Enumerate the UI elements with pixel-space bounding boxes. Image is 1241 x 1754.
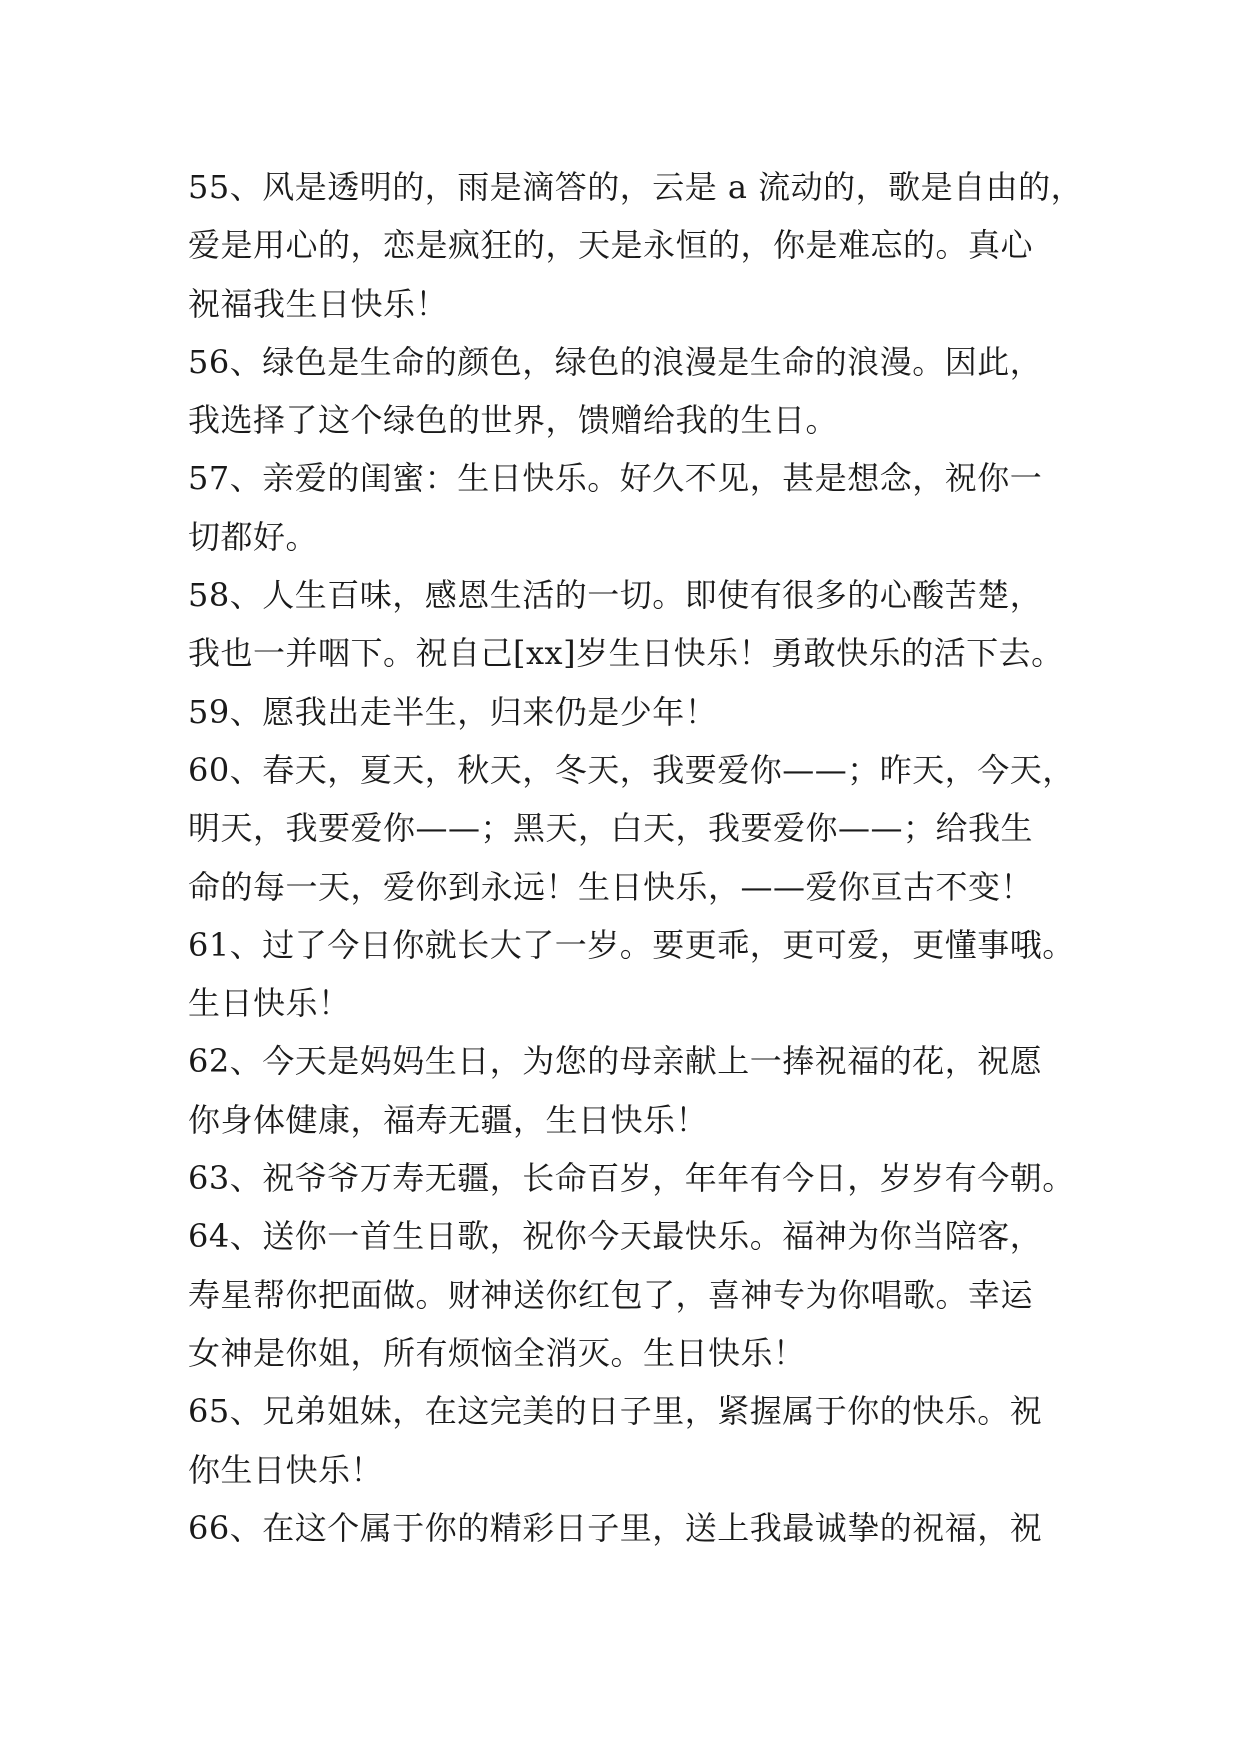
text-line: 57、亲爱的闺蜜：生日快乐。好久不见，甚是想念，祝你一 bbox=[188, 459, 1043, 498]
text-line: 明天，我要爱你——；黑天，白天，我要爱你——；给我生 bbox=[188, 809, 1034, 848]
text-line: 60、春天，夏天，秋天，冬天，我要爱你——；昨天，今天， bbox=[188, 750, 1075, 789]
text-line: 55、风是透明的，雨是滴答的，云是 a 流动的，歌是自由的， bbox=[188, 168, 1084, 206]
text-line: 64、送你一首生日歌，祝你今天最快乐。福神为你当陪客， bbox=[188, 1217, 1043, 1256]
text-line: 59、愿我出走半生，归来仍是少年！ bbox=[188, 692, 718, 731]
text-line: 65、兄弟姐妹，在这完美的日子里，紧握属于你的快乐。祝 bbox=[188, 1392, 1043, 1431]
text-line: 你生日快乐！ bbox=[188, 1450, 384, 1489]
text-line: 爱是用心的，恋是疯狂的，天是永恒的，你是难忘的。真心 bbox=[188, 226, 1034, 265]
text-line: 你身体健康，福寿无疆，生日快乐！ bbox=[188, 1100, 709, 1139]
text-line: 女神是你姐，所有烦恼全消灭。生日快乐！ bbox=[188, 1333, 806, 1372]
text-line: 63、祝爷爷万寿无疆，长命百岁，年年有今日，岁岁有今朝。 bbox=[188, 1159, 1075, 1198]
text-line: 62、今天是妈妈生日，为您的母亲献上一捧祝福的花，祝愿 bbox=[188, 1042, 1043, 1081]
text-line: 切都好。 bbox=[188, 517, 319, 556]
text-line: 我也一并咽下。祝自己[xx]岁生日快乐！勇敢快乐的活下去。 bbox=[188, 634, 1064, 673]
text-line: 58、人生百味，感恩生活的一切。即使有很多的心酸苦楚， bbox=[188, 576, 1043, 615]
document-body bbox=[188, 158, 1084, 1557]
text-line: 命的每一天，爱你到永远！生日快乐，——爱你亘古不变！ bbox=[188, 867, 1034, 906]
text-line: 寿星帮你把面做。财神送你红包了，喜神专为你唱歌。幸运 bbox=[188, 1275, 1034, 1314]
text-line: 祝福我生日快乐！ bbox=[188, 284, 449, 323]
text-line: 56、绿色是生命的颜色，绿色的浪漫是生命的浪漫。因此， bbox=[188, 342, 1043, 381]
text-line: 61、过了今日你就长大了一岁。要更乖，更可爱，更懂事哦。 bbox=[188, 925, 1075, 964]
text-line: 我选择了这个绿色的世界，馈赠给我的生日。 bbox=[188, 401, 839, 440]
text-line: 66、在这个属于你的精彩日子里，送上我最诚挚的祝福，祝 bbox=[188, 1508, 1043, 1547]
text-line: 生日快乐！ bbox=[188, 984, 351, 1023]
